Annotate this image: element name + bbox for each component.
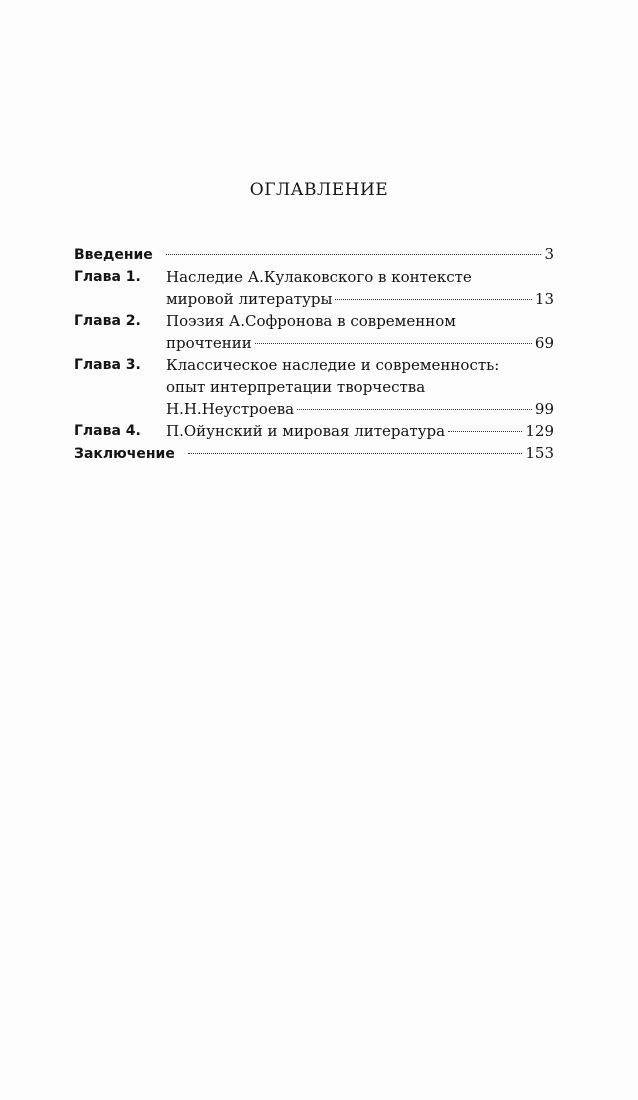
toc-entry-title-line: Н.Н.Неустроева: [166, 400, 295, 418]
toc-entry-label: Введение: [74, 247, 153, 263]
toc-entry-title-line: Поэзия А.Софронова в современном: [166, 312, 456, 330]
toc-entry-conclusion: [74, 442, 554, 465]
toc-entry-chapter-1: [74, 266, 554, 310]
toc-list: [74, 243, 554, 465]
toc-entry-page: 3: [544, 245, 554, 263]
toc-entry-label: Глава 4.: [74, 423, 141, 439]
toc-entry-title-line: Классическое наследие и современность:: [166, 356, 500, 374]
toc-entry-label: Глава 1.: [74, 269, 141, 285]
toc-entry-page: 153: [525, 444, 554, 462]
toc-entry-label: Глава 2.: [74, 313, 141, 329]
leader-dots: [255, 343, 532, 344]
toc-entry-label: Заключение: [74, 446, 175, 462]
toc-heading: ОГЛАВЛЕНИЕ: [249, 180, 389, 200]
toc-entry-label: Глава 3.: [74, 357, 141, 373]
toc-entry-title-line: П.Ойунский и мировая литература: [166, 422, 446, 440]
toc-entry-title-line: Наследие А.Кулаковского в контексте: [166, 268, 472, 286]
leader-dots: [166, 254, 542, 255]
toc-entry-chapter-3: [74, 354, 554, 420]
toc-entry-title-line: прочтении: [166, 334, 252, 352]
toc-entry-page: 99: [534, 400, 554, 418]
toc-entry-title-line: опыт интерпретации творчества: [166, 378, 426, 396]
toc-entry-page: 69: [534, 334, 554, 352]
toc-entry-chapter-2: [74, 310, 554, 354]
toc-entry-chapter-4: [74, 420, 554, 442]
toc-entry-intro: [74, 243, 554, 266]
toc-entry-title-line: мировой литературы: [166, 290, 333, 308]
leader-dots: [335, 299, 531, 300]
toc-entry-page: 129: [525, 422, 554, 440]
leader-dots: [188, 453, 523, 454]
leader-dots: [448, 431, 522, 432]
leader-dots: [297, 409, 532, 410]
toc-entry-page: 13: [534, 290, 554, 308]
